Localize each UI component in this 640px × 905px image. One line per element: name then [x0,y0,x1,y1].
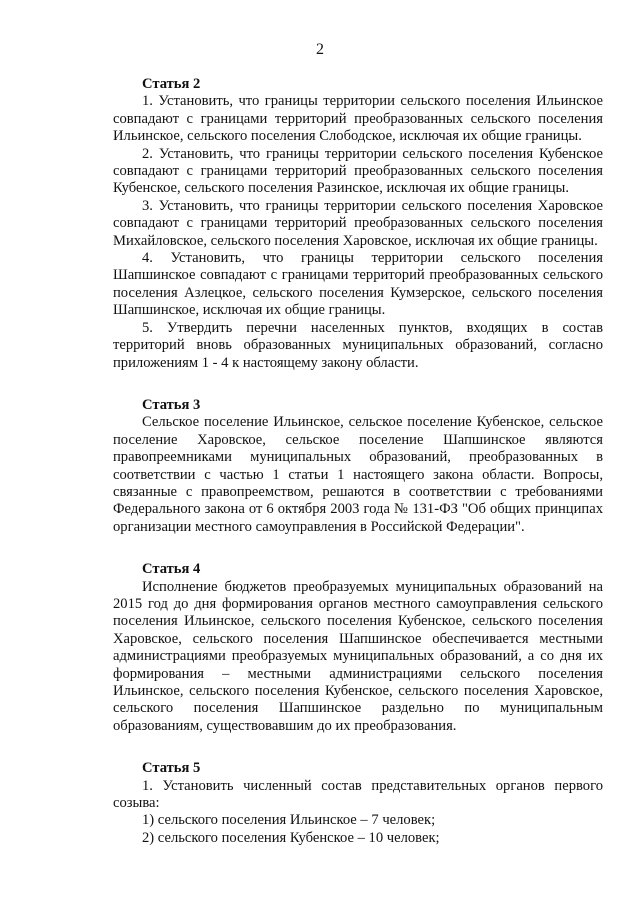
page-number: 2 [316,41,324,58]
article-title: Статья 5 [142,760,201,777]
article-2 [113,76,603,372]
article-paragraph: 3. Установить, что границы территории сельского поселения Харовское совпадают с границами территорий преобразованных сельского поселения Михайловское, сельского поселения Харовское, исключая их общие границы. [113,197,603,249]
document-body [113,76,603,872]
article-paragraph: 5. Утвердить перечни населенных пунктов, входящих в состав территорий вновь образованных муниципальных образований, согласно приложениям 1 - 4 к настоящему закону области. [113,319,603,371]
article-5 [113,760,603,847]
article-paragraph: Сельское поселение Ильинское, сельское поселение Кубенское, сельское поселение Харовское, сельское поселение Шапшинское являются правопреемниками муниципальных образований, преобразованных в соответствии с частью 1 статьи 1 настоящего закона области. Вопросы, связанные с правопреемством, решаются в соответствии с требованиями Федерального закона от 6 октября 2003 года № 131-ФЗ "Об общих принципах организации местного самоуправления в Российской Федерации". [113,414,603,535]
article-title: Статья 3 [142,396,201,413]
article-paragraph: 1. Установить, что границы территории сельского поселения Ильинское совпадают с границами территорий преобразованных сельского поселения Ильинское, сельского поселения Слободское, исключая их общие границы. [113,93,603,145]
list-item: 2) сельского поселения Кубенское – 10 человек; [142,829,440,846]
article-paragraph: 2. Установить, что границы территории сельского поселения Кубенское совпадают с границами территорий преобразованных сельского поселения Кубенское, сельского поселения Разинское, исключая их общие границы. [113,145,603,197]
article-3 [113,397,603,536]
article-paragraph: 4. Установить, что границы территории сельского поселения Шапшинское совпадают с границами территорий преобразованных сельского поселения Азлецкое, сельского поселения Кумзерское, сельского поселения Шапшинское, исключая их общие границы. [113,250,603,319]
article-title: Статья 2 [142,76,201,92]
article-4 [113,561,603,735]
article-title: Статья 4 [142,561,201,578]
article-paragraph: Исполнение бюджетов преобразуемых муниципальных образований на 2015 год до дня формирования органов местного самоуправления сельского поселения Ильинское, сельского поселения Кубенское, сельского поселения Харовское, сельского поселения Шапшинское обеспечивается местными администрациями преобразуемых муниципальных образований, а со дня их формирования – местными администрациями сельского поселения Ильинское, сельского поселения Кубенское, сельского поселения Харовское, сельского поселения Шапшинское раздельно по муниципальным образованиям, существовавшим до их преобразования. [113,578,603,734]
list-item: 1) сельского поселения Ильинское – 7 человек; [142,812,436,829]
article-paragraph: 1. Установить численный состав представительных органов первого созыва: [113,777,603,812]
